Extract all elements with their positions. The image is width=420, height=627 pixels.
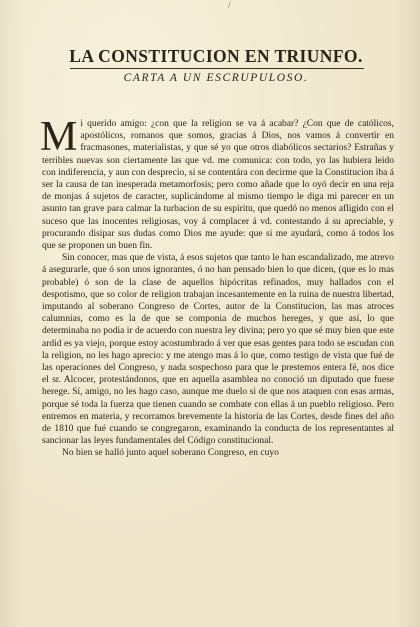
- paragraph-1-text: i querido amigo: ¿con que la religion se va á acabar? ¿Con que de católicos, apostólicos, romanos que somos, gracias á Dios, nos vamos á convertir en fracmasones, materialistas, y que sé yo que otros diabólicos sectarios? Estrañas y terribles nuevas son ciertamente las que vd. me comunica: con todo, yo las hubiera leido con indiferencia, y aun con desprecio, si se contentára con decirme que la Constitucion iba á ser la causa de tan inesperada metamorfosis; pero como añade que lo oyó decir en una reja de monjas á sujetos de caracter, suplicándome al mismo tiempo le diga mi parecer en un asunto tan grave para calmar la turbacion de su espíritu, que quedó no menos afligido con el suceso que las inocentes religiosas, voy á complacer á vd. contestando á su apreciable, y procurando disipar sus dudas como Dios me ayude: que si me ayudará, como á todos los que se proponen un buen fin.: [42, 119, 394, 252]
- drop-cap: M: [40, 114, 78, 160]
- paragraph-2: Sin conocer, mas que de vista, á esos sujetos que tanto le han escandalizado, me atrevo á asegurarle, que ó son unos ignorantes, ó no han pensado bien lo que dicen, (que es lo mas probable) ó son de la clase de aquellos hipócritas refinados, muy hallados con el despotismo, que so color de religion trabajan incesantemente en la ruina de nuestra libertad, imputando al soberano Congreso de Cortes, autor de la Constitucion, las mas atroces calumnias, como es la de que se componia de muchos hereges, y que así, lo que determinaba no podia ir de acuerdo con nuestra ley divina; pero yo que sé muy bien que este ardid es ya viejo, porque estoy acostumbrado á ver que esas gentes para todo se escudan con la religion, no les hago aprecio: y me atengo mas á lo que, como testigo de vista que fué de las operaciones del Congreso, y nada sospechoso para que le prestemos entera fé, nos dice el sr. Alcocer, protestándonos, que en aquella asamblea no conoció un diputado que fuese herege. Sí, amigo, no les hago caso, aunque me duelo si de que nos ataquen con esas armas, porque sé toda la fuerza que tienen cuando se combate con ellas á un pueblo religioso. Pero entremos en materia, y recorramos brevemente la historia de las Cortes, desde fines del año de 1810 que fué cuando se congregaron, examinando la conducta de los representantes al sancionar las leyes fundamentales del Código constitucional.: [42, 253, 394, 447]
- paragraph-3: No bien se halló junto aquel soberano Congreso, en cuyo: [62, 448, 279, 459]
- page-mark: /: [228, 0, 231, 10]
- title-rule: [70, 68, 364, 69]
- document-body: [40, 114, 394, 460]
- document-title: LA CONSTITUCION EN TRIUNFO.: [69, 46, 363, 66]
- paragraph-1: [40, 114, 394, 252]
- document-subtitle: CARTA A UN ESCRUPULOSO.: [123, 72, 309, 84]
